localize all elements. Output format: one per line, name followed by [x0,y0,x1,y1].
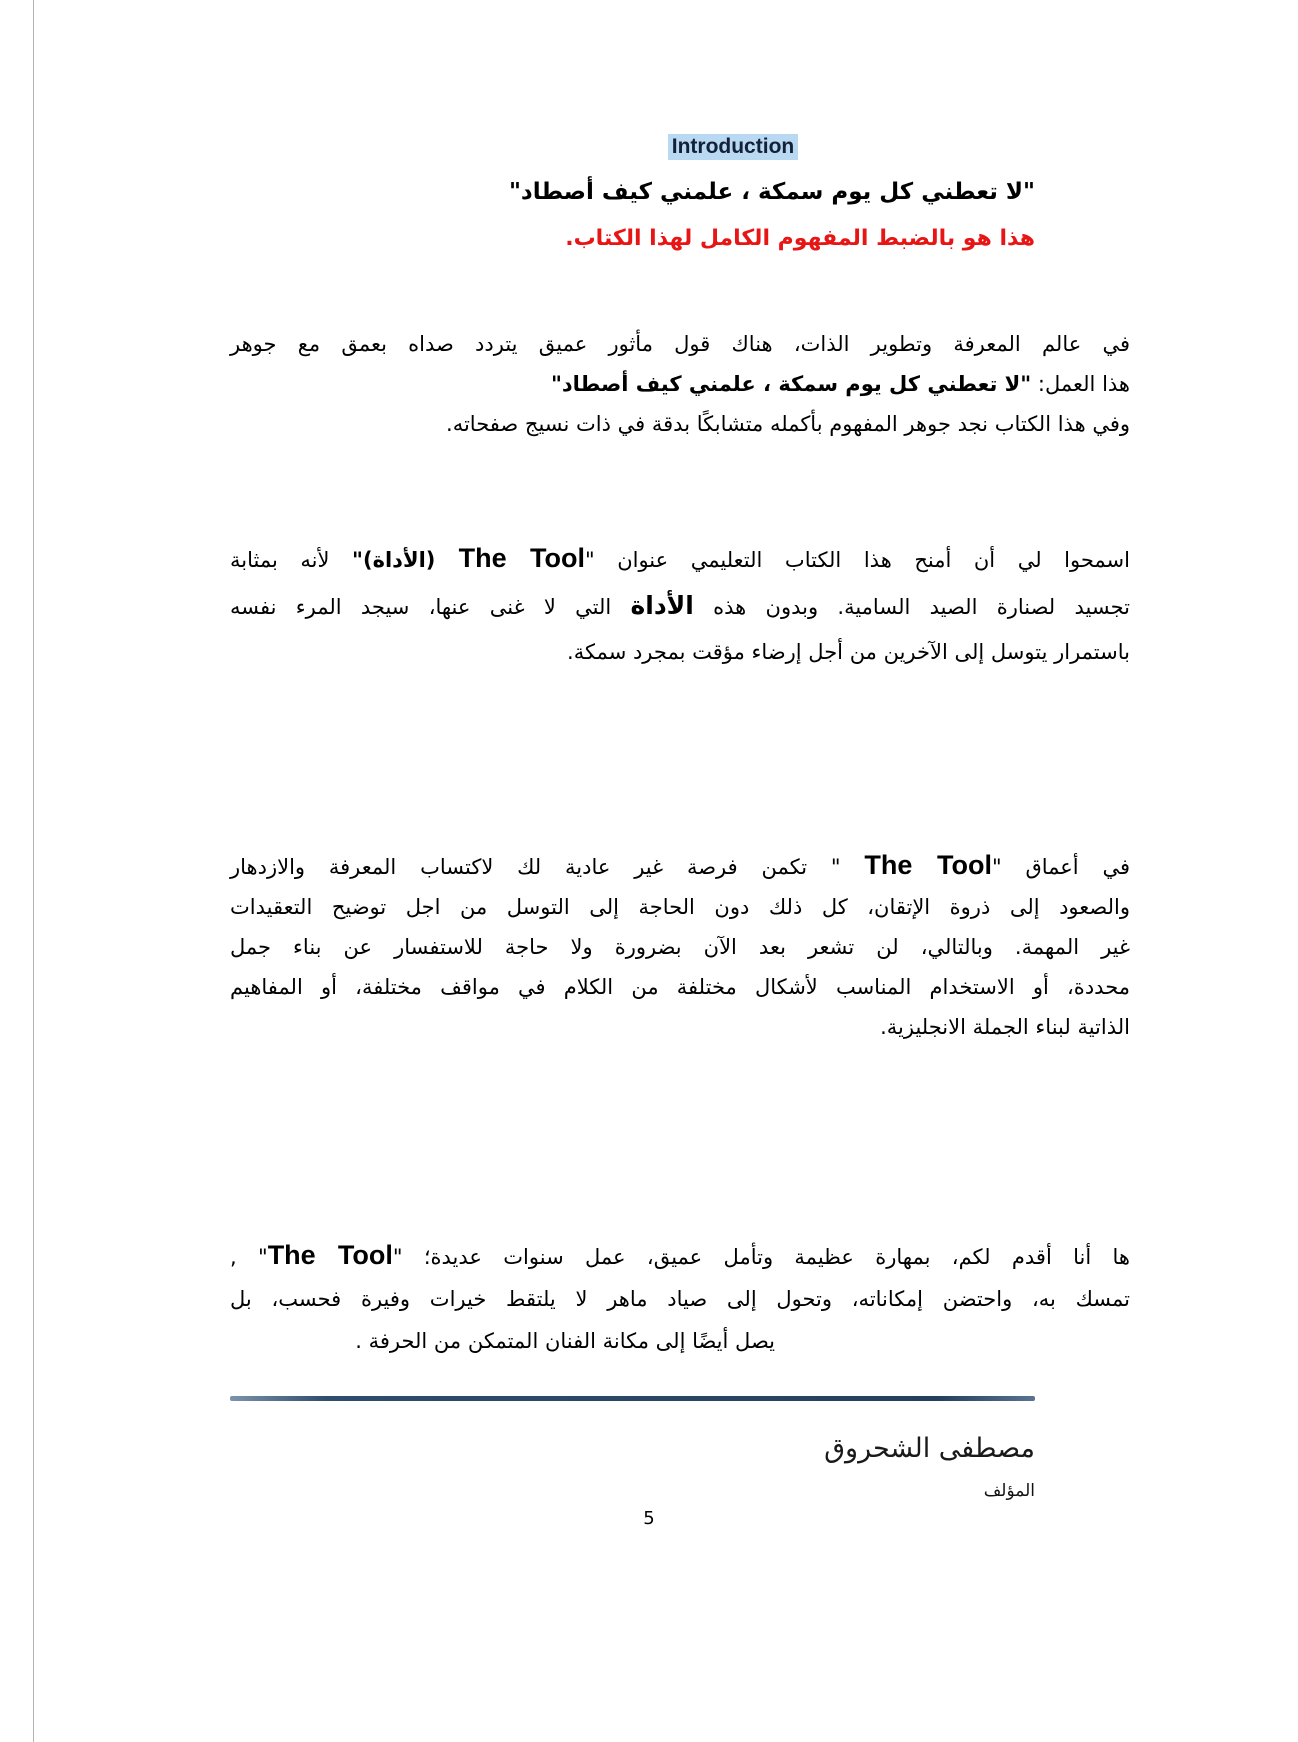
paragraph-3 [230,845,1130,1047]
intro-heading-row [230,134,1130,160]
text-segment: هذا العمل: [1031,372,1130,396]
book-title-latin: The Tool [864,850,992,880]
text-segment: لأنه بمثابة [230,548,353,572]
text-segment: تمسك به، واحتضن إمكاناته، وتحول إلى صياد ماهر لا يلتقط خيرات وفيرة فحسب، بل [230,1287,1130,1311]
text-segment: غير المهمة. وبالتالي، لن تشعر بعد الآن بضرورة ولا حاجة للاستفسار عن بناء جمل [230,935,1130,959]
text-segment: في أعماق " [991,855,1130,879]
text-line [230,1320,1130,1362]
text-segment: يصل أيضًا إلى مكانة الفنان المتمكن من الحرفة . [355,1329,775,1353]
text-line [230,887,1130,927]
book-title-latin: The Tool [267,1240,393,1270]
text-segment: تجسيد لصنارة الصيد السامية. وبدون هذه [693,595,1130,619]
text-line [230,1278,1130,1320]
text-segment: ها أنا أقدم لكم، بمهارة عظيمة وتأمل عميق، عمل سنوات عديدة؛ " [392,1245,1131,1269]
text-segment: الذاتية لبناء الجملة الانجليزية. [880,1015,1130,1039]
text-segment: محددة، أو الاستخدام المناسب لأشكال مختلفة من الكلام في مواقف مختلفة، أو المفاهيم [230,975,1130,999]
text-line [230,845,1130,887]
page-number: 5 [643,1508,655,1529]
text-line [230,583,1130,630]
text-segment: والصعود إلى ذروة الإتقان، كل ذلك دون الحاجة إلى التوسل من اجل توضيح التعقيدات [230,895,1130,919]
bold-segment: (الأداة)" [352,548,459,572]
footer-separator-rule [230,1396,1035,1401]
document-content [230,0,1130,1503]
bold-quote-segment: "لا تعطني كل يوم سمكة ، علمني كيف أصطاد" [550,372,1032,396]
text-line [230,1007,1130,1047]
text-line [230,324,1130,364]
text-segment: التي لا غنى عنها، سيجد المرء نفسه [230,595,631,619]
lead-red-line: هذا هو بالضبط المفهوم الكامل لهذا الكتاب. [565,226,1035,251]
intro-heading: Introduction [668,134,798,160]
bold-word-tool-arabic: الأداة [630,591,694,620]
book-title-latin: The Tool [458,543,585,573]
text-segment: " , [230,1245,268,1269]
paragraph-4 [230,1234,1130,1362]
paragraph-1 [230,324,1130,444]
text-line [230,630,1130,675]
text-line [230,967,1130,1007]
text-segment: باستمرار يتوسل إلى الآخرين من أجل إرضاء مؤقت بمجرد سمكة. [567,640,1130,664]
opening-quote: "لا تعطني كل يوم سمكة ، علمني كيف أصطاد" [508,179,1035,205]
text-line [230,927,1130,967]
paragraph-2 [230,536,1130,675]
author-name: مصطفى الشحروق [824,1433,1035,1464]
text-line [230,404,1130,444]
text-line [230,536,1130,583]
text-line [230,1234,1130,1278]
text-line [230,364,1130,404]
text-segment: اسمحوا لي أن أمنح هذا الكتاب التعليمي عنوان " [584,548,1130,572]
text-segment: في عالم المعرفة وتطوير الذات، هناك قول مأثور عميق يتردد صداه بعمق مع جوهر [230,332,1130,356]
text-segment: " تكمن فرصة غير عادية لك لاكتساب المعرفة والازدهار [230,855,865,879]
text-segment: وفي هذا الكتاب نجد جوهر المفهوم بأكمله متشابكًا بدقة في ذات نسيج صفحاته. [446,412,1130,436]
page-edge-line [33,0,34,1742]
author-role: المؤلف [983,1481,1035,1501]
